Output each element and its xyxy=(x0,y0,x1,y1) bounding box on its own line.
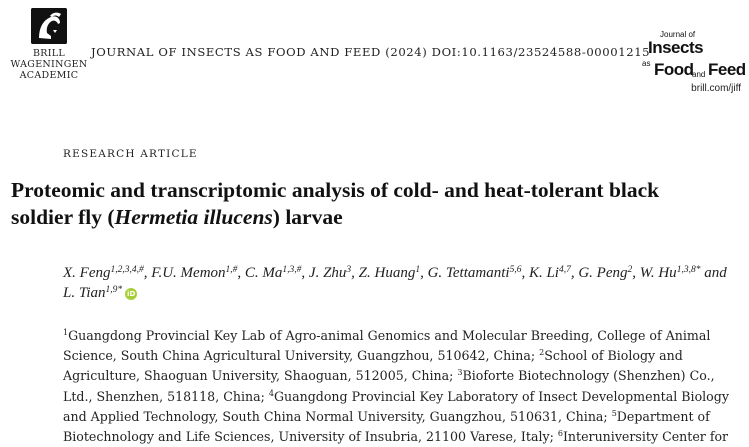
author-name[interactable]: Z. Huang xyxy=(358,265,416,281)
authors-conjunction: and xyxy=(704,265,727,281)
title-text-part2: ) larvae xyxy=(272,205,343,229)
author-affiliation-sup: 1,2,3,4,# xyxy=(110,265,144,275)
author-list: X. Feng$^{1,2,3,4,\#}$, F.U. Memon$^{1,\#}$, C. $Ma^{1,3,\#}$, J. Zhu$^3$, Z. Huang$^1$, G. Tettamanti$^{5,6}$, K. Li$^{4,7}$, G. Peng$^2$, W. $Hu^{1,3,8*}$ and L. Tian$^{1,9*}$ iD xyxy=(63,265,727,301)
author-name[interactable]: G. Tettamanti xyxy=(427,265,510,281)
author-affiliation-sup: 2 xyxy=(627,265,633,275)
journal-logo-as: as xyxy=(642,59,651,68)
author-affiliation-sup: 4,7 xyxy=(558,265,571,275)
title-text-part1: Proteomic and transcriptomic analysis of cold- and heat-tolerant black soldier fly ( xyxy=(11,178,660,229)
affiliation-text: Interuniversity Center for xyxy=(562,429,729,445)
title-species-name: Hermetia illucens xyxy=(114,205,273,229)
journal-citation: JOURNAL OF INSECTS AS FOOD AND FEED (2024) DOI:10.1163/23524588-00001215 xyxy=(91,45,651,59)
author-name[interactable]: W. Hu xyxy=(639,265,677,281)
author-affiliation-sup: 1 xyxy=(415,265,421,275)
publisher-name-line2: WAGENINGEN xyxy=(10,59,88,70)
journal-url-link[interactable]: brill.com/jiff xyxy=(691,83,741,94)
publisher-name-line3: ACADEMIC xyxy=(19,70,79,81)
affiliation-number: 4 xyxy=(268,388,274,398)
affiliation-number: 6 xyxy=(557,429,563,439)
affiliations-block xyxy=(63,326,747,447)
author-name[interactable]: F.U. Memon xyxy=(151,265,226,281)
affiliation-text: Guangdong Provincial Key Lab of Agro-animal Genomics and Molecular Breeding, College of Animal Science, South China Agricultural University, Guangzhou, 510642, China; xyxy=(63,328,711,364)
author-name[interactable]: J. Zhu xyxy=(308,265,347,281)
journal-logo-feed: Feed xyxy=(708,60,746,79)
journal-logo-insects: Insects xyxy=(648,38,704,57)
affiliation-number: 2 xyxy=(539,348,545,358)
affiliation-number: 5 xyxy=(611,408,617,418)
article-type-label: RESEARCH ARTICLE xyxy=(63,148,198,160)
article-title xyxy=(11,177,711,231)
author-name[interactable]: L. Tian xyxy=(63,285,106,301)
author-name[interactable]: K. Li xyxy=(528,265,559,281)
author-affiliation-sup: 1,9* xyxy=(105,285,123,295)
affiliation-text: Bioforte Biotechnology (Shenzhen) Co., Ltd., Shenzhen, 518118, China; xyxy=(63,368,715,404)
publisher-block xyxy=(8,8,90,81)
author-affiliation-sup: 5,6 xyxy=(509,265,522,275)
brill-logo-icon xyxy=(31,8,67,44)
author-affiliation-sup: 1,# xyxy=(225,265,238,275)
author-affiliation-sup: 1,3,# xyxy=(282,265,302,275)
author-name[interactable]: G. Peng xyxy=(578,265,628,281)
orcid-icon[interactable]: iD xyxy=(127,290,136,298)
affiliation-number: 3 xyxy=(457,368,463,378)
author-name[interactable]: X. Feng xyxy=(63,265,111,281)
journal-logo-and: and xyxy=(692,70,706,79)
journal-logo-journal-of: Journal of xyxy=(660,30,696,39)
journal-logo-food: Food xyxy=(654,60,694,79)
publisher-name: BRILL xyxy=(32,48,65,59)
affiliation-text: Guangdong Provincial Key Laboratory of Insect Developmental Biology and Applied Technology, South China Normal University, Guangzhou, 510631, China; xyxy=(63,388,729,424)
affiliation-text: Department of Biotechnology and Life Sciences, University of Insubria, 21100 Varese, Italy; xyxy=(63,408,710,445)
author-affiliation-sup: 1,3,8* xyxy=(676,265,701,275)
affiliation-number: 1 xyxy=(63,328,69,337)
affiliation-text: School of Biology and Agriculture, Shaoguan University, Shaoguan, 512005, China; xyxy=(63,348,683,384)
author-affiliation-sup: 3 xyxy=(346,265,352,275)
author-name[interactable]: C. Ma xyxy=(244,265,283,281)
